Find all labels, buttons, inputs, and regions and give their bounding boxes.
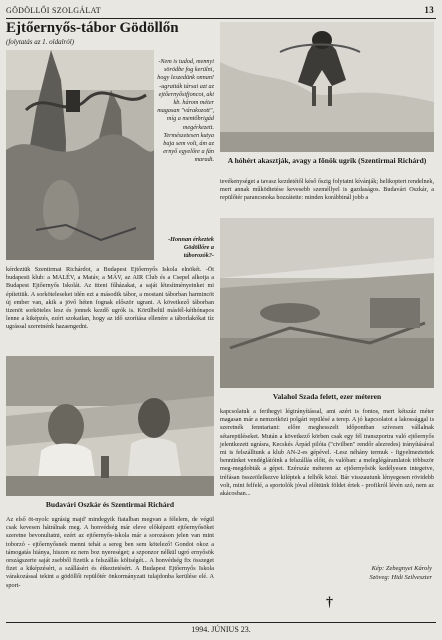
article-title: Ejtőernyős-tábor Gödöllőn bbox=[6, 20, 179, 36]
page-header bbox=[6, 4, 436, 19]
side-column-question: -Honnan érkeztek Gödöllőre a táborozók?- bbox=[168, 236, 214, 260]
photo-two-men bbox=[6, 356, 214, 496]
photo-hanging-parachutist bbox=[220, 22, 434, 152]
caption-aerial-view: Valahol Szada felett, ezer méteren bbox=[272, 392, 382, 401]
left-text-block-1: kérdeztük Szentirmai Richárdot, a Budapest Ejtőernyős Iskola elnökét. -Öt budapesti klub: a MALÉV, a Matáv, a MÁV, az AIR Club és a Csepel alkotja a Budapest Ejtőernyős Iskolát. Az itteni fűházakat, a saját létesítményeinket mi építettük. A sorköteleseket idén ezt a második tábor, a mostani táborban harmincöt új ember van, akik a jövő héten fognak először ugrani. A következő táborban tizenöt sorköteles lesz és jonnek kezdő ugrók is. Körülbelül másfél-kéthónapos lenne a kiképzés, ezért szokatlan, hogy az idő szorítása ellenére a táborlakókat tíz ugrással szeretnénk hazaengedni. bbox=[6, 266, 214, 331]
left-text-block-2: Az első öt-nyolc ugrásig majd' mindegyik fiatalban megvan a félelem, de végül csak kevesen hátrálnak meg. A honvédség már eleve előképzett ejtőernyősöket szeretne bevonultatni, ezért az ejtőernyős-iskola már a sorozáson jelen van mint toborzó - ejtőernyősnek menni tehát a sereg ben sem kötelező! Gondot okoz a támogatás hiánya, hiszen ez nem boz nyereséget; a szponzor nélkül ugró ernyősök országszerte saját zsebből fizetik a felszállás költségét... A honvédség fix összeget fizet a kiképzésért, a szállásért és étkeztetésért. A Budapest Ejtőernyős Iskola várakozással tekint a gödöllői repülőtér önkormányzati tulajdonba kerülése elé. A sport- bbox=[6, 516, 214, 589]
page-footer bbox=[6, 622, 436, 634]
caption-photo-two-men: Budavári Oszkár és Szentirmai Richárd bbox=[45, 500, 175, 509]
right-text-block-2: kapcsolatuk a ferihegyi légirányítással, ami azért is fontos, mert kétszáz méter magasan már a nemzetközi polgári repülésé a terep. A jó kapcsolatot a lakossággal is szeretnék fenntartani: előre meghesszelt időpontban szívesen vállalnak sétarepüléseket. Mután a következő körben csak egy fél transzportra való ejtőernyős jelentkezett ugrásra, Kecskés Árpád pilóta ("civilben" rendőr alezredes) irányításával mi is felszálltunk a klub AN-2-es gépével. -Lesz néhány termuk - figyelmeztettek bennünket vendéglátóink a felszállás előtt, és valóban: a meleglégáramlatok többször meg-megdobták a gépet. Ezérszáz méteren az ejtőernyősök kedélyesen integetve, tréfásan összeölelkezve kiléptek a felhők közé. Bár visszautunk lényegesen rövidebb volt, mint felfelé, a sportolók jóval előttünk földet értek - profikról lévén szó, nem az akácosban... bbox=[220, 408, 434, 498]
caption-hanging-parachutist: A hóhért akasztják, avagy a főnök ugrik (Szentirmai Richárd) bbox=[227, 156, 427, 165]
section-name: GÖDÖLLŐI SZOLGÁLAT bbox=[6, 6, 101, 15]
credit-photo: Kép: Zebegnyei Károly bbox=[371, 565, 432, 572]
credits bbox=[370, 564, 432, 582]
credit-text: Szöveg: Hidi Szilveszter bbox=[369, 574, 432, 581]
photo-aerial-view bbox=[220, 218, 434, 388]
cross-icon: † bbox=[326, 595, 333, 610]
article-subtitle: (folytatás az 1. oldalról) bbox=[6, 38, 75, 46]
issue-date: 1994. JÚNIUS 23. bbox=[191, 625, 251, 634]
photo-parachute-in-tree bbox=[6, 50, 154, 260]
side-column-text: -Nem is tudod, mennyi sörödbe fog kerülni, hogy leszedünk onnan! -ugratták társai azt az ejtőernyősifjoncot, aki kb. három méter magasan "várakozott", míg a mentőbrigád megérkezett. Természetesen kutya baja sem volt, ám az ernyő egyelőre a fán maradt. bbox=[157, 58, 214, 164]
right-text-block-1: tevékenységet a tavasz kezdetétől késő őszig folytatni kívánják; helikoptert rendelnek, mert annak működtetése kevesebb személlyel is gazdaságos. Budavári Oszkár, a repülőtér parancsnoka hozzátette: minden korábbinál jobb a bbox=[220, 178, 434, 202]
page-number: 13 bbox=[424, 5, 434, 15]
